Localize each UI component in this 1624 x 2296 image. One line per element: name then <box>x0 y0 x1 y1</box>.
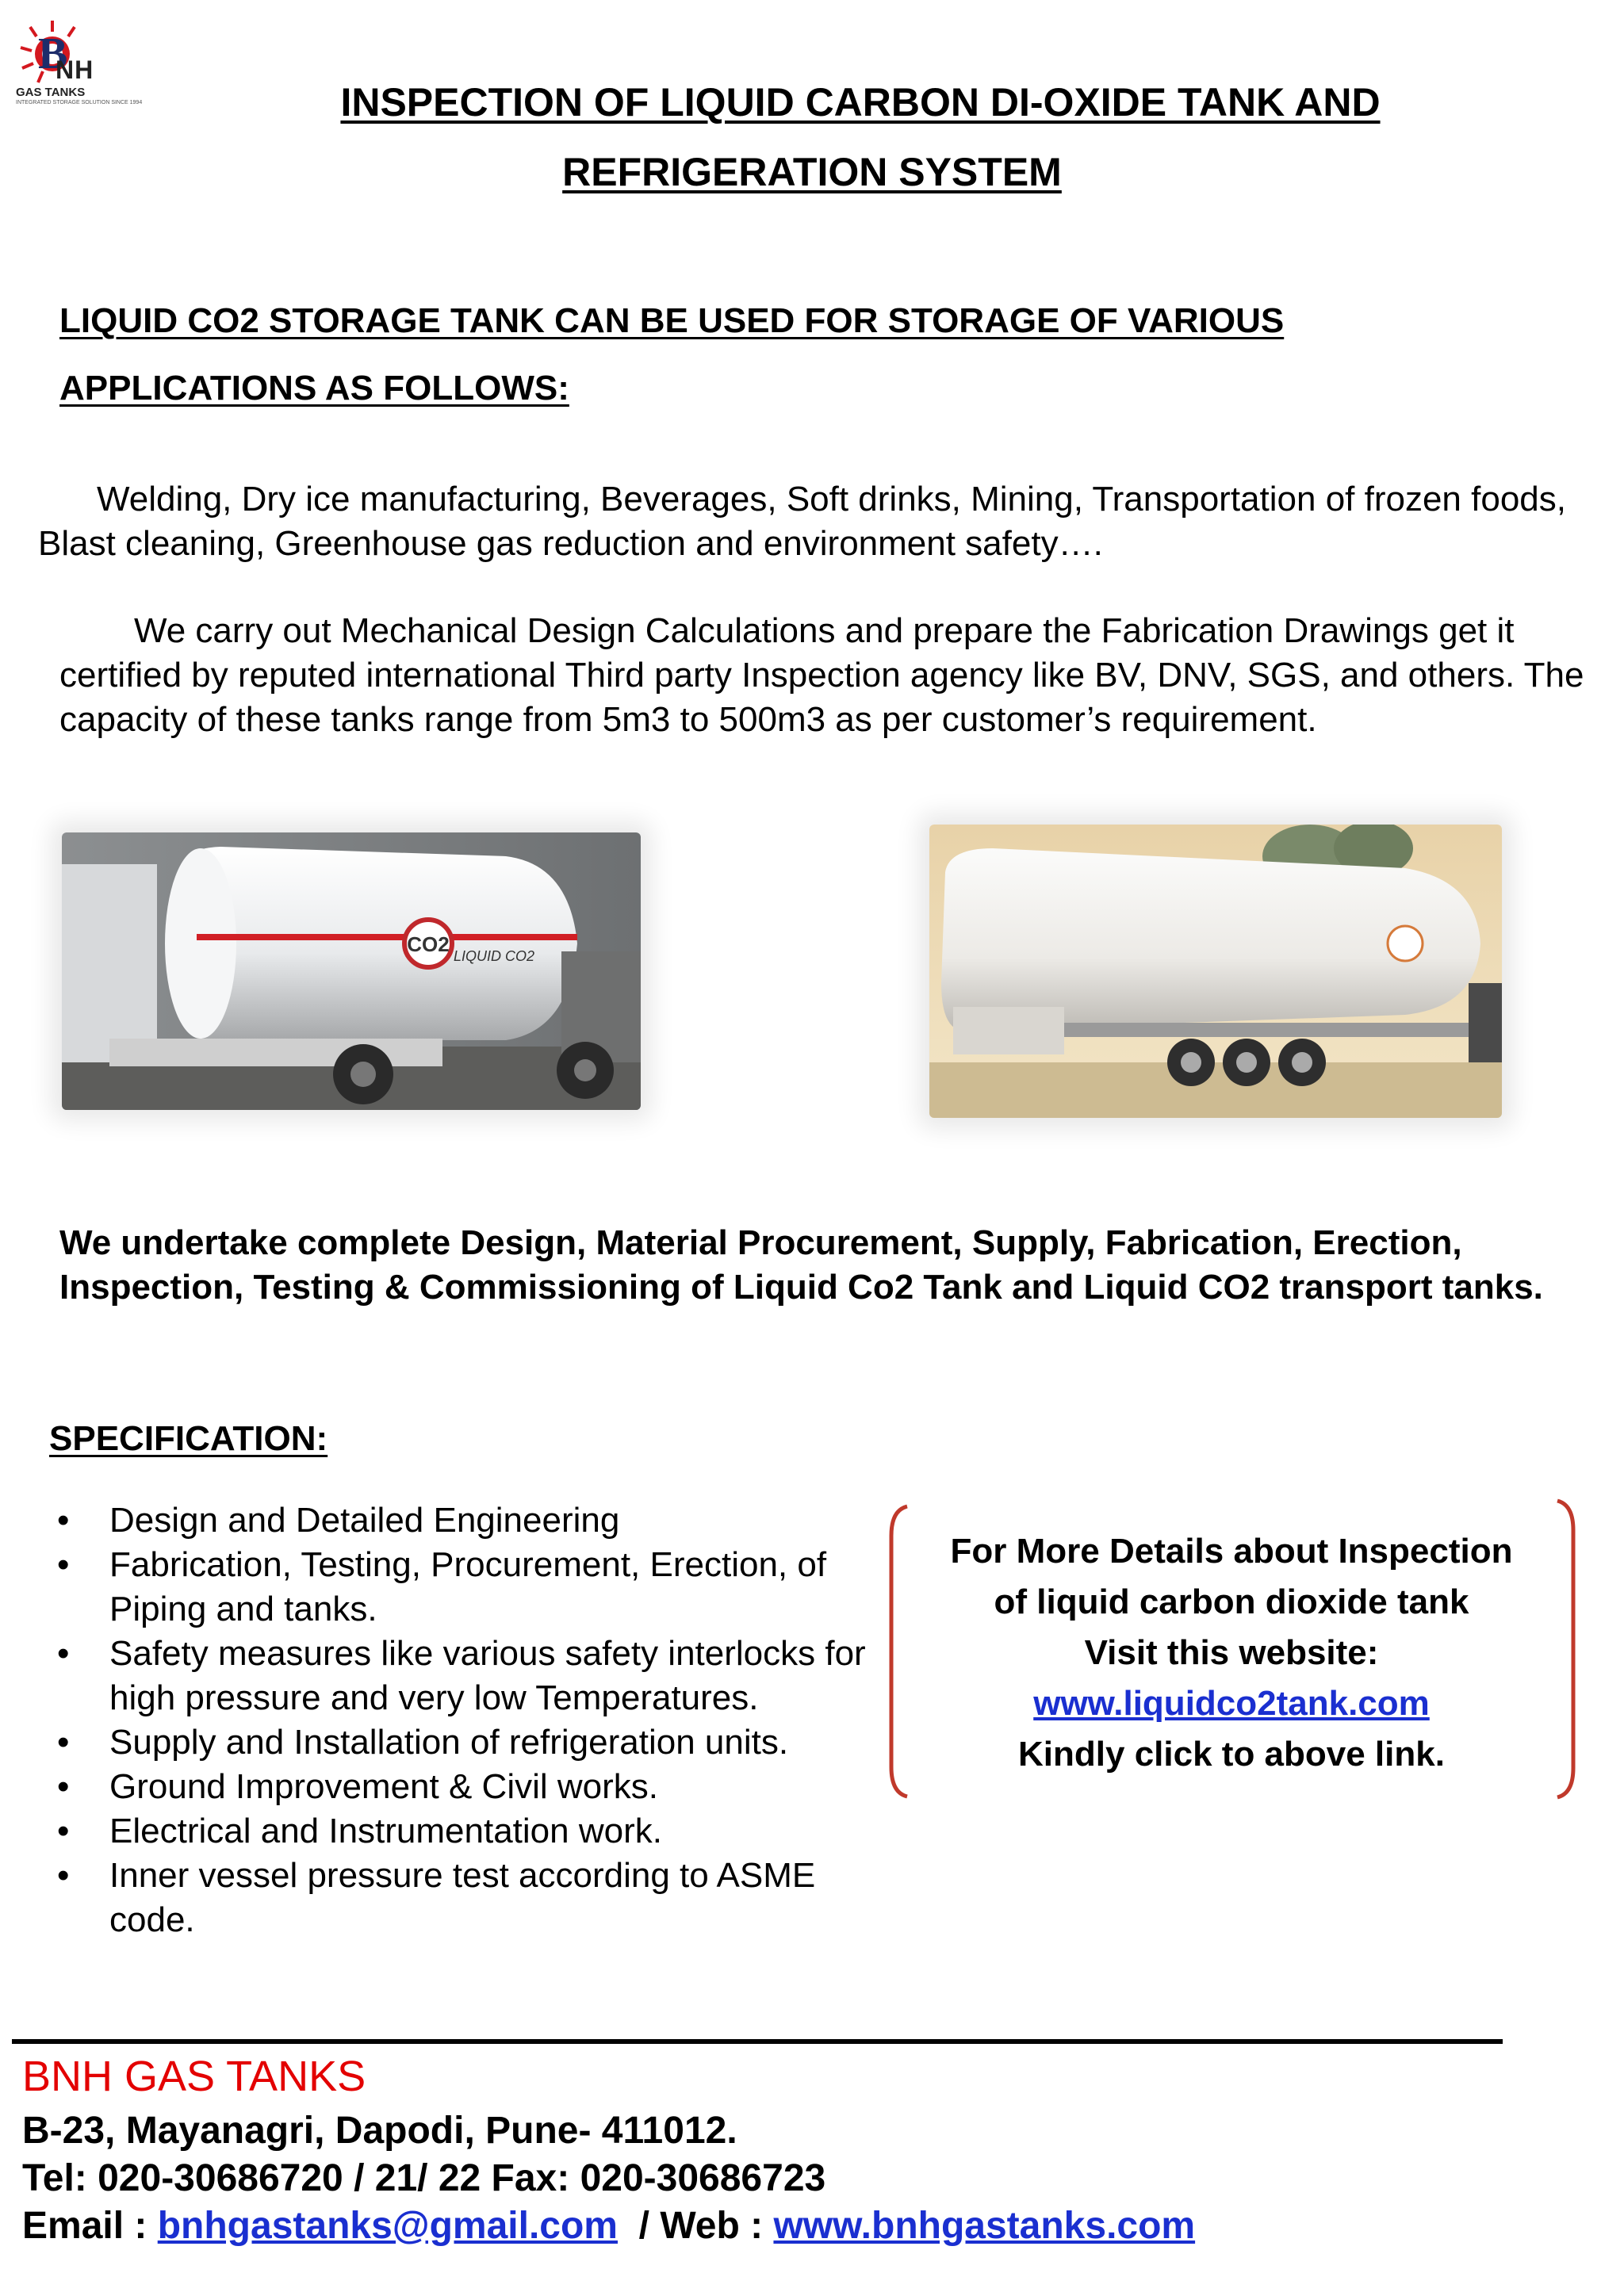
callout-line4: Kindly click to above link. <box>1018 1735 1445 1774</box>
applications-heading-line2: APPLICATIONS AS FOLLOWS: <box>59 369 569 408</box>
page-title-line1: INSPECTION OF LIQUID CARBON DI-OXIDE TANK AND <box>340 80 1381 124</box>
list-item: • Inner vessel pressure test according to ASME code. <box>57 1854 890 1942</box>
liquidco2tank-link[interactable]: www.liquidco2tank.com <box>1033 1684 1430 1723</box>
list-item: • Safety measures like various safety interlocks for high pressure and very low Temperatures. <box>57 1632 890 1720</box>
list-item: • Ground Improvement & Civil works. <box>57 1765 890 1809</box>
page-title-line2: REFRIGERATION SYSTEM <box>562 150 1062 194</box>
services-paragraph: We undertake complete Design, Material Procurement, Supply, Fabrication, Erection, Inspection, Testing & Commissioning of Liquid Co2 Tank and Liquid CO2 transport tanks. <box>59 1223 1543 1307</box>
design-paragraph: We carry out Mechanical Design Calculations and prepare the Fabrication Drawings get it certified by reputed international Third party Inspection agency like BV, DNV, SGS, and others. The capacity of these tanks range from 5m3 to 500m3 as per customer’s requirement. <box>59 611 1584 739</box>
list-item: • Design and Detailed Engineering <box>57 1498 890 1543</box>
email-link[interactable]: bnhgastanks@gmail.com <box>157 2205 618 2247</box>
list-item: • Electrical and Instrumentation work. <box>57 1809 890 1854</box>
footer-contact <box>22 2204 1195 2248</box>
logo-mark: B <box>38 29 68 78</box>
co2-truck-tank-photo <box>62 832 641 1110</box>
footer-company-name: BNH GAS TANKS <box>22 2053 366 2100</box>
callout-line3: Visit this website: <box>1084 1633 1379 1672</box>
callout-line1: For More Details about Inspection <box>950 1532 1513 1571</box>
logo-tagline: INTEGRATED STORAGE SOLUTION SINCE 1994 <box>16 100 143 105</box>
logo-name: NH <box>56 55 94 84</box>
specification-list <box>57 1498 890 1942</box>
website-link[interactable]: www.bnhgastanks.com <box>773 2205 1196 2247</box>
callout-right-bracket <box>1554 1498 1578 1800</box>
footer-phone: Tel: 020-30686720 / 21/ 22 Fax: 020-30686723 <box>22 2157 826 2199</box>
photo-label-co2: CO2 <box>407 932 450 956</box>
web-label: / Web : <box>617 2205 774 2247</box>
more-details-callout <box>910 1526 1553 1780</box>
email-label: Email : <box>22 2205 158 2247</box>
photo-label-liquid-co2: LIQUID CO2 <box>453 948 535 964</box>
footer-divider <box>12 2039 1503 2044</box>
callout-line2: of liquid carbon dioxide tank <box>994 1582 1469 1621</box>
list-item: • Fabrication, Testing, Procurement, Erection, of Piping and tanks. <box>57 1543 890 1632</box>
logo-subtitle: GAS TANKS <box>16 86 86 99</box>
applications-heading-line1: LIQUID CO2 STORAGE TANK CAN BE USED FOR STORAGE OF VARIOUS <box>59 301 1285 340</box>
list-item: • Supply and Installation of refrigeration units. <box>57 1720 890 1765</box>
callout-left-bracket <box>887 1504 910 1799</box>
applications-list-paragraph: Welding, Dry ice manufacturing, Beverages, Soft drinks, Mining, Transportation of frozen foods, Blast cleaning, Greenhouse gas reduction and environment safety…. <box>38 480 1566 563</box>
specification-heading: SPECIFICATION: <box>49 1419 328 1458</box>
footer-address: B-23, Mayanagri, Dapodi, Pune- 411012. <box>22 2110 737 2152</box>
co2-trailer-tank-photo <box>929 825 1502 1118</box>
